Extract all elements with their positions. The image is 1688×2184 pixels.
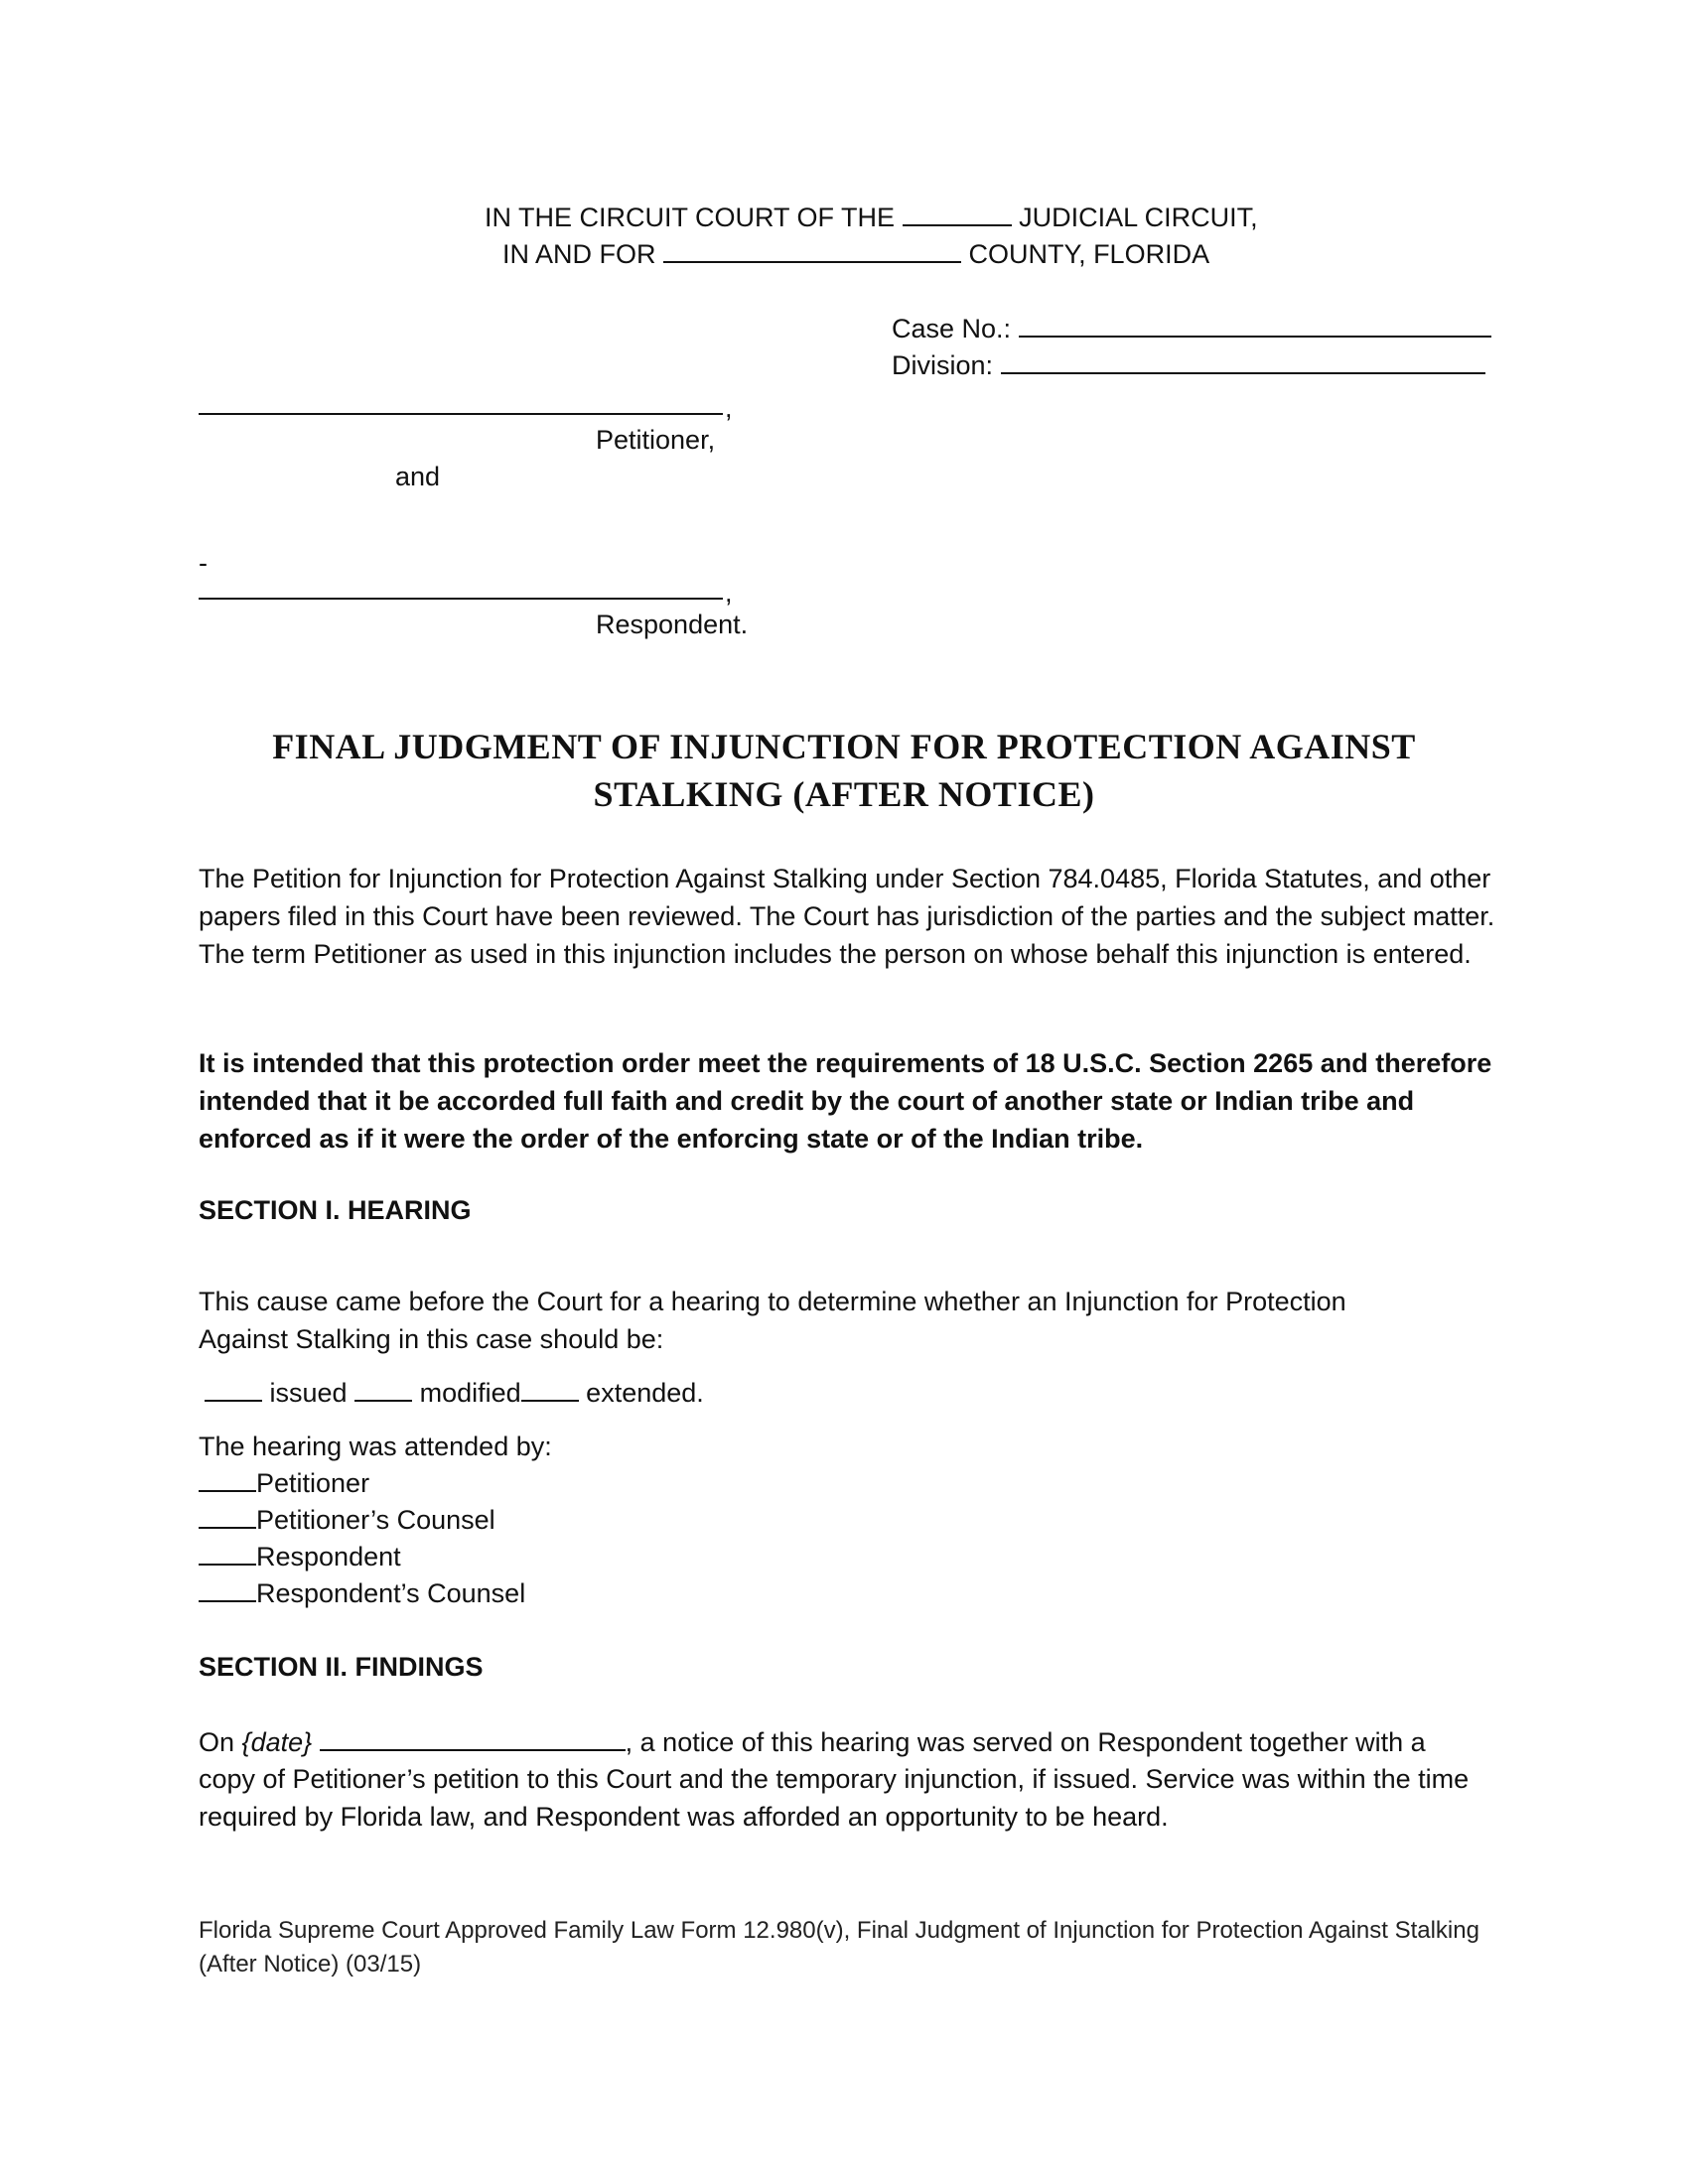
attendee-checkbox-blank[interactable] — [199, 1464, 256, 1492]
option-modified-label: modified — [419, 1378, 521, 1408]
document-title-line-2: STALKING (AFTER NOTICE) — [593, 774, 1095, 814]
division-row — [892, 346, 1485, 384]
petitioner-label: Petitioner, — [596, 425, 716, 455]
attendee-checkbox-blank[interactable] — [199, 1538, 256, 1566]
findings-paragraph-rest: copy of Petitioner’s petition to this Court and the temporary injunction, if issued. Service was within the time required by Florida law, and Respondent was afforded an opportunity to be heard. — [199, 1764, 1470, 1832]
attendee-row — [199, 1538, 401, 1575]
intro-paragraph: The Petition for Injunction for Protection Against Stalking under Section 784.0485, Florida Statutes, and other papers filed in this Court have been reviewed. The Court has jurisdiction of the parties and the subject matter. The term Petitioner as used in this injunction includes the person on whose behalf this injunction is entered. — [199, 864, 1495, 969]
case-no-label: Case No.: — [892, 314, 1012, 343]
court-header-line-1 — [485, 199, 1258, 236]
county-name-blank[interactable] — [663, 235, 961, 263]
petitioner-comma: , — [725, 393, 733, 423]
petitioner-name-line[interactable] — [199, 413, 723, 415]
attendee-label: Petitioner’s Counsel — [256, 1505, 495, 1535]
court-line2-pre: IN AND FOR — [502, 239, 656, 269]
court-line2-post: COUNTY, FLORIDA — [968, 239, 1210, 269]
attendee-label: Respondent — [256, 1542, 401, 1571]
attended-label: The hearing was attended by: — [199, 1432, 552, 1461]
attendee-row — [199, 1501, 495, 1539]
form-footer: Florida Supreme Court Approved Family Law Form 12.980(v), Final Judgment of Injunction for Protection Against Stalking (After Notice) (03/15) — [199, 1917, 1479, 1978]
respondent-dash: - — [199, 548, 208, 578]
respondent-comma: , — [725, 578, 733, 608]
respondent-name-line[interactable] — [199, 598, 723, 600]
court-header-line-2 — [502, 235, 1209, 273]
issued-checkbox-blank[interactable] — [205, 1374, 262, 1402]
findings-first-line — [199, 1723, 1426, 1761]
circuit-number-blank[interactable] — [903, 199, 1012, 226]
section-1-heading: SECTION I. HEARING — [199, 1195, 472, 1225]
case-no-row — [892, 310, 1491, 347]
section-1-paragraph: This cause came before the Court for a hearing to determine whether an Injunction for Protection Against Stalking in this case should be: — [199, 1287, 1346, 1354]
case-no-field[interactable] — [1019, 310, 1491, 338]
court-line1-post: JUDICIAL CIRCUIT, — [1019, 203, 1258, 232]
division-field[interactable] — [1001, 346, 1485, 374]
date-placeholder: {date} — [241, 1727, 313, 1757]
hearing-options-row — [205, 1374, 704, 1412]
findings-tail: , a notice of this hearing was served on Respondent together with a — [625, 1727, 1426, 1757]
and-label: and — [395, 462, 441, 491]
attendee-checkbox-blank[interactable] — [199, 1574, 256, 1602]
extended-checkbox-blank[interactable] — [521, 1374, 579, 1402]
document-title-line-1: FINAL JUDGMENT OF INJUNCTION FOR PROTECTION AGAINST — [272, 727, 1416, 766]
attendee-label: Respondent’s Counsel — [256, 1578, 526, 1608]
division-label: Division: — [892, 350, 994, 380]
attendee-row — [199, 1574, 525, 1612]
full-faith-paragraph: It is intended that this protection order meet the requirements of 18 U.S.C. Section 2265 and therefore intended that it be accorded full faith and credit by the court of another state or Indian tribe and enforced as if it were the order of the enforcing state or of the Indian tribe. — [199, 1048, 1492, 1154]
option-issued-label: issued — [269, 1378, 348, 1408]
attendee-row — [199, 1464, 369, 1502]
attendee-label: Petitioner — [256, 1468, 370, 1498]
section-2-heading: SECTION II. FINDINGS — [199, 1652, 484, 1682]
court-line1-pre: IN THE CIRCUIT COURT OF THE — [485, 203, 896, 232]
date-served-field[interactable] — [320, 1723, 626, 1751]
on-label: On — [199, 1727, 235, 1757]
attendee-checkbox-blank[interactable] — [199, 1501, 256, 1529]
option-extended-label: extended. — [586, 1378, 704, 1408]
modified-checkbox-blank[interactable] — [354, 1374, 412, 1402]
respondent-label: Respondent. — [596, 610, 749, 639]
